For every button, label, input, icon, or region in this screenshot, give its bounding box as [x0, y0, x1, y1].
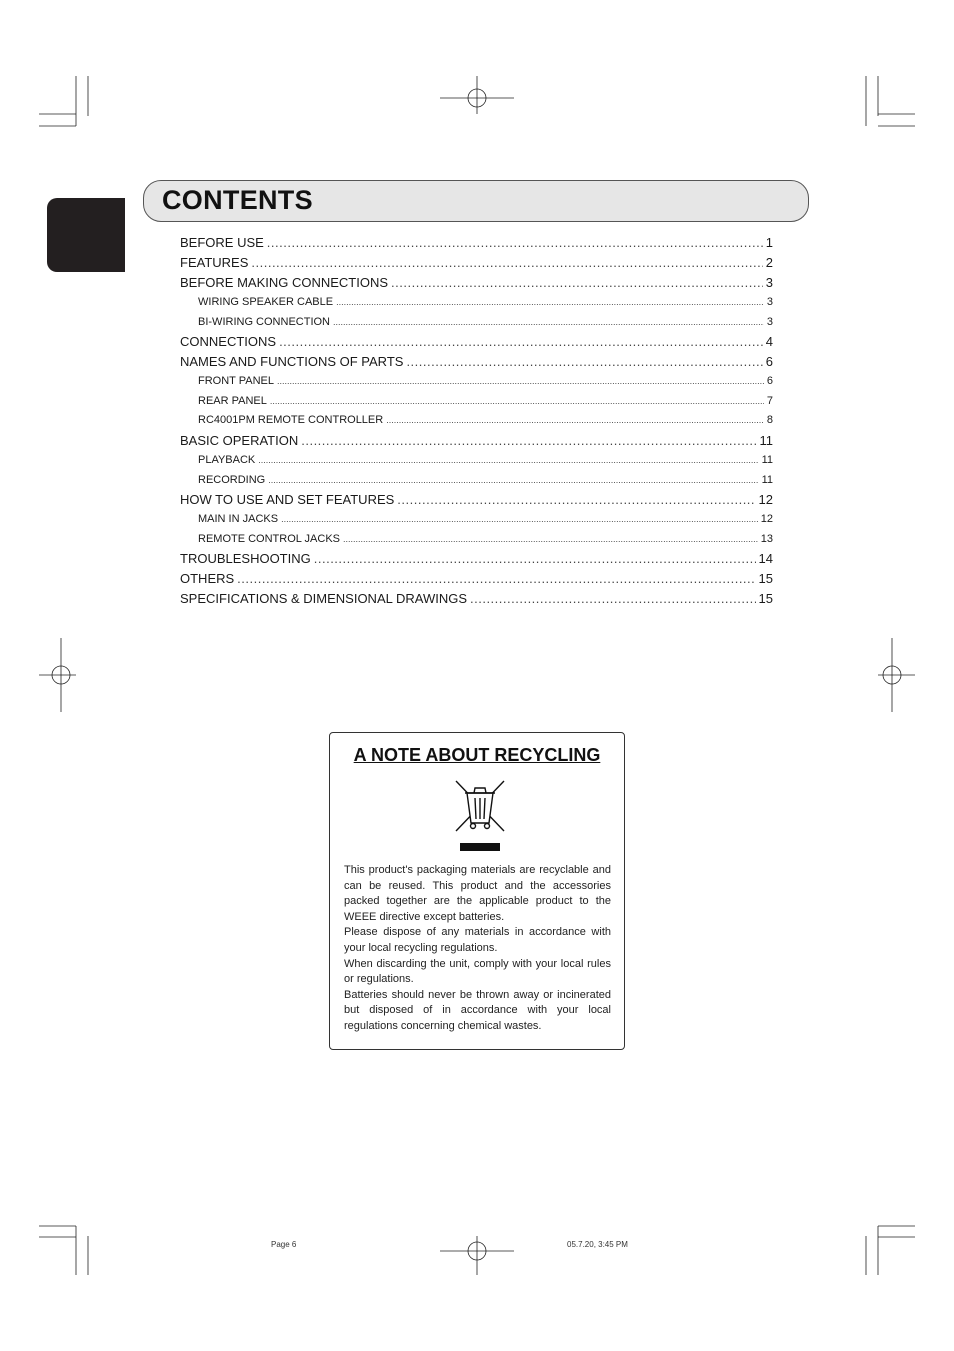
toc-entry-page: 15: [758, 591, 773, 607]
recycling-paragraph: Please dispose of any materials in accordance with your local recycling regulations.: [344, 926, 611, 954]
toc-entry-label: TROUBLESHOOTING: [180, 551, 311, 567]
toc-entry-page: 4: [765, 334, 773, 350]
toc-entry-label: BASIC OPERATION: [180, 432, 299, 448]
toc-leader-dots: [336, 293, 764, 313]
toc-entry: [180, 332, 773, 352]
toc-entry-label: MAIN IN JACKS: [198, 513, 279, 526]
toc-leader-dots: [251, 253, 762, 273]
toc-subentry: [180, 372, 773, 392]
toc-entry: [180, 233, 773, 253]
toc-leader-dots: [333, 313, 764, 333]
toc-entry-label: FRONT PANEL: [198, 375, 274, 388]
toc-entry-label: HOW TO USE AND SET FEATURES: [180, 492, 395, 508]
toc-entry-page: 6: [766, 375, 773, 388]
toc-entry-page: 15: [758, 571, 773, 587]
toc-entry-label: CONNECTIONS: [180, 334, 277, 350]
toc-subentry: [180, 471, 773, 491]
toc-entry-label: NAMES AND FUNCTIONS OF PARTS: [180, 354, 404, 370]
toc-entry-page: 2: [765, 255, 773, 270]
toc-entry-page: 7: [766, 394, 773, 407]
toc-entry-page: 6: [765, 354, 773, 370]
language-tab: [47, 198, 136, 462]
toc-entry-page: 1: [765, 235, 773, 250]
weee-crossed-out-bin-icon: [454, 779, 506, 855]
toc-subentry: [180, 392, 773, 412]
toc-leader-dots: [343, 530, 758, 550]
toc-entry-page: 3: [766, 315, 773, 328]
toc-subentry: [180, 293, 773, 313]
contents-header: [143, 180, 809, 222]
toc-entry-page: 11: [761, 453, 773, 466]
toc-entry-page: 3: [765, 275, 773, 290]
toc-entry: [180, 589, 773, 609]
recycling-note-text: [344, 863, 611, 1035]
toc-entry: [180, 431, 773, 451]
recycling-paragraph: This product's packaging materials are recyclable and can be reused. This product and the accessories packed together are the applicable product to the WEEE directive except batteries.: [344, 864, 611, 923]
toc-entry-label: SPECIFICATIONS & DIMENSIONAL DRAWINGS: [180, 591, 467, 607]
toc-entry-label: BI-WIRING CONNECTION: [198, 315, 330, 328]
table-of-contents: [180, 233, 773, 609]
language-label: ENGLISH: [122, 404, 136, 462]
toc-leader-dots: [270, 392, 764, 412]
toc-leader-dots: [277, 372, 764, 392]
toc-entry-label: REAR PANEL: [198, 394, 267, 407]
toc-entry-page: 8: [766, 414, 773, 427]
footer-page-label: Page 6: [271, 1240, 297, 1249]
toc-entry: [180, 490, 773, 510]
toc-entry-label: PLAYBACK: [198, 453, 256, 466]
toc-subentry: [180, 451, 773, 471]
toc-leader-dots: [386, 411, 764, 431]
toc-entry-label: RC4001PM REMOTE CONTROLLER: [198, 414, 384, 427]
toc-entry-label: BEFORE MAKING CONNECTIONS: [180, 275, 389, 290]
toc-leader-dots: [281, 510, 758, 530]
toc-entry-page: 13: [760, 532, 773, 545]
toc-entry-page: 12: [760, 513, 773, 526]
toc-leader-dots: [267, 233, 763, 253]
toc-subentry: [180, 530, 773, 550]
toc-subentry: [180, 313, 773, 333]
recycling-note-box: [329, 732, 625, 1050]
toc-entry-label: FEATURES: [180, 255, 249, 270]
toc-entry: [180, 273, 773, 293]
toc-entry: [180, 253, 773, 273]
toc-leader-dots: [406, 352, 762, 372]
recycling-paragraph: Batteries should never be thrown away or incinerated but disposed of in accordance with your local regulations concerning chemical wastes.: [344, 988, 611, 1032]
toc-leader-dots: [268, 471, 758, 491]
recycling-paragraph: When discarding the unit, comply with your local rules or regulations.: [344, 957, 611, 986]
toc-entry-page: 11: [761, 473, 773, 486]
toc-leader-dots: [397, 490, 755, 510]
footer-timestamp: 05.7.20, 3:45 PM: [567, 1240, 628, 1249]
toc-entry: [180, 549, 773, 569]
toc-entry-page: 11: [759, 432, 773, 448]
toc-leader-dots: [301, 431, 756, 451]
toc-entry-label: OTHERS: [180, 571, 235, 587]
toc-entry-label: RECORDING: [198, 473, 266, 486]
toc-leader-dots: [258, 451, 758, 471]
toc-entry: [180, 352, 773, 372]
toc-leader-dots: [470, 589, 756, 609]
toc-subentry: [180, 510, 773, 530]
toc-entry-page: 12: [758, 492, 773, 508]
toc-subentry: [180, 411, 773, 431]
toc-entry-label: WIRING SPEAKER CABLE: [198, 296, 334, 308]
toc-entry-page: 14: [758, 551, 773, 567]
toc-entry-label: BEFORE USE: [180, 235, 264, 250]
toc-leader-dots: [391, 273, 763, 293]
toc-leader-dots: [237, 569, 755, 589]
recycling-note-title: A NOTE ABOUT RECYCLING: [353, 745, 601, 765]
toc-leader-dots: [314, 549, 756, 569]
toc-entry-label: REMOTE CONTROL JACKS: [198, 532, 340, 545]
toc-entry: [180, 569, 773, 589]
toc-leader-dots: [279, 332, 763, 352]
toc-entry-page: 3: [766, 296, 773, 308]
page-title: CONTENTS: [162, 185, 313, 215]
